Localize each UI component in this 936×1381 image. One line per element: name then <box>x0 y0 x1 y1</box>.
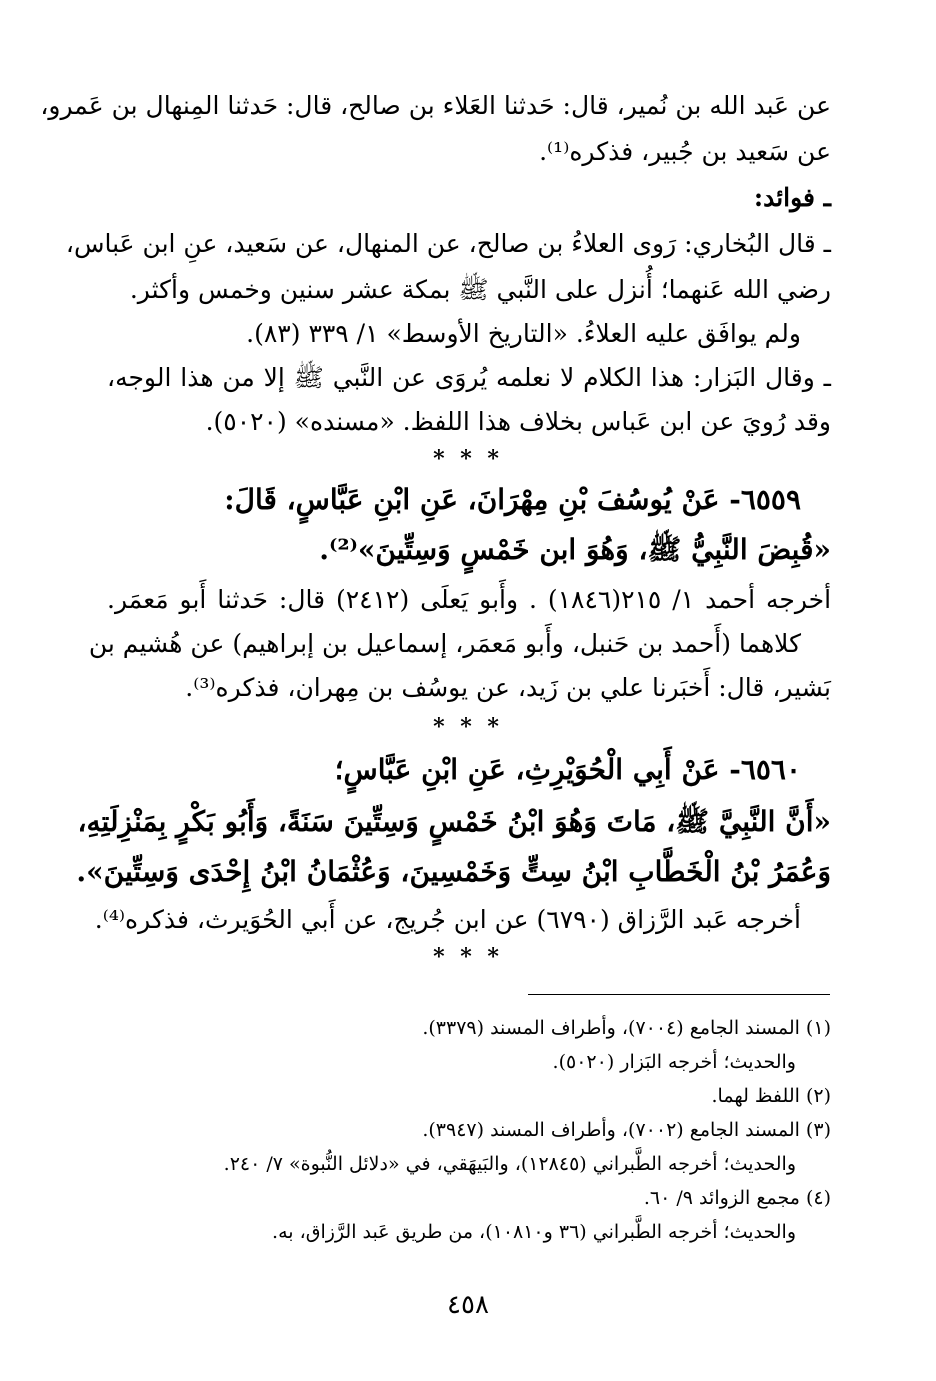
section-separator: * * * <box>433 944 503 970</box>
text-line: كلاهما (أَحمد بن حَنبل، وأَبو مَعمَر، إسماعيل بن إبراهيم) عن هُشيم بن <box>88 629 801 658</box>
text-line: رضي الله عَنهما؛ أُنزل على النَّبي ﷺ بمكة عشر سنين وخمس وأكثر. <box>129 275 831 304</box>
footnote: والحديث؛ أخرجه البَزار (٥٠٢٠). <box>552 1051 796 1073</box>
footnote: (١) المسند الجامع (٧٠٠٤)، وأطراف المسند (٣٣٧٩). <box>422 1017 831 1039</box>
footnote-divider <box>528 994 830 995</box>
text-line: ـ وقال البَزار: هذا الكلام لا نعلمه يُروَى عن النَّبي ﷺ إلا من هذا الوجه، <box>107 363 831 392</box>
footnote: (٣) المسند الجامع (٧٠٠٢)، وأطراف المسند (٣٩٤٧). <box>422 1119 831 1141</box>
hadith-text: وَعُمَرُ بْنُ الْخَطَّابِ ابْنُ سِتٍّ وَخَمْسِينَ، وَعُثْمَانُ ابْنُ إِحْدَى وَسِتِّينَ». <box>76 855 831 888</box>
footnote: والحديث؛ أخرجه الطَّبراني (٣٦ و١٠٨١٠)، من طريق عَبد الرَّزاق، به. <box>272 1221 796 1243</box>
text-line: عن سَعيد بن جُبير، فذكره⁽¹⁾. <box>539 137 831 166</box>
section-separator: * * * <box>433 446 503 472</box>
hadith-heading: ٦٥٥٩- عَنْ يُوسُفَ بْنِ مِهْرَانَ، عَنِ ابْنِ عَبَّاسٍ، قَالَ: <box>224 483 801 516</box>
text-line: عن عَبد الله بن نُمير، قال: حَدثنا العَلاء بن صالح، قال: حَدثنا المِنهال بن عَمرو، <box>40 91 831 120</box>
section-heading: ـ فوائد: <box>753 183 831 212</box>
text-line: أخرجه أحمد ١/ ٢١٥(١٨٤٦) . وأَبو يَعلَى (٢٤١٢) قال: حَدثنا أَبو مَعمَر. <box>107 585 832 614</box>
footnote: والحديث؛ أخرجه الطَّبراني (١٢٨٤٥)، والبَيهَقي، في «دلائل النُّبوة» ٧/ ٢٤٠. <box>223 1153 796 1175</box>
text-line: ولم يوافَق عليه العلاءُ. «التاريخ الأوسط» ١/ ٣٣٩ (٨٣). <box>246 319 801 348</box>
page-number: ٤٥٨ <box>447 1290 489 1320</box>
hadith-heading: ٦٥٦٠- عَنْ أَبِي الْحُوَيْرِثِ، عَنِ ابْنِ عَبَّاسٍ؛ <box>334 753 801 786</box>
section-separator: * * * <box>433 714 503 740</box>
footnote: (٢) اللفظ لهما. <box>711 1085 831 1107</box>
text-line: بَشير، قال: أَخبَرنا علي بن زَيد، عن يوسُف بن مِهران، فذكره⁽³⁾. <box>185 673 831 702</box>
text-line: وقد رُويَ عن ابن عَباس بخلاف هذا اللفظ. «مسنده» (٥٠٢٠). <box>205 407 831 436</box>
hadith-text: «أَنَّ النَّبِيَّ ﷺ، مَاتَ وَهُوَ ابْنُ خَمْسٍ وَسِتِّينَ سَنَةً، وَأَبُو بَكْرٍ بِمَنْزِلَتِهِ، <box>77 805 831 838</box>
text-line: أخرجه عَبد الرَّزاق (٦٧٩٠) عن ابن جُريج، عن أَبي الحُوَيرث، فذكره⁽⁴⁾. <box>94 905 801 934</box>
text-line: ـ قال البُخاري: رَوى العلاءُ بن صالح، عن المنهال، عن سَعيد، عنِ ابن عَباس، <box>65 229 831 258</box>
footnote: (٤) مجمع الزوائد ٩/ ٦٠. <box>643 1187 831 1209</box>
hadith-text: «قُبِضَ النَّبِيُّ ﷺ، وَهُوَ ابن خَمْسٍ وَسِتِّينَ»⁽²⁾. <box>319 533 831 566</box>
